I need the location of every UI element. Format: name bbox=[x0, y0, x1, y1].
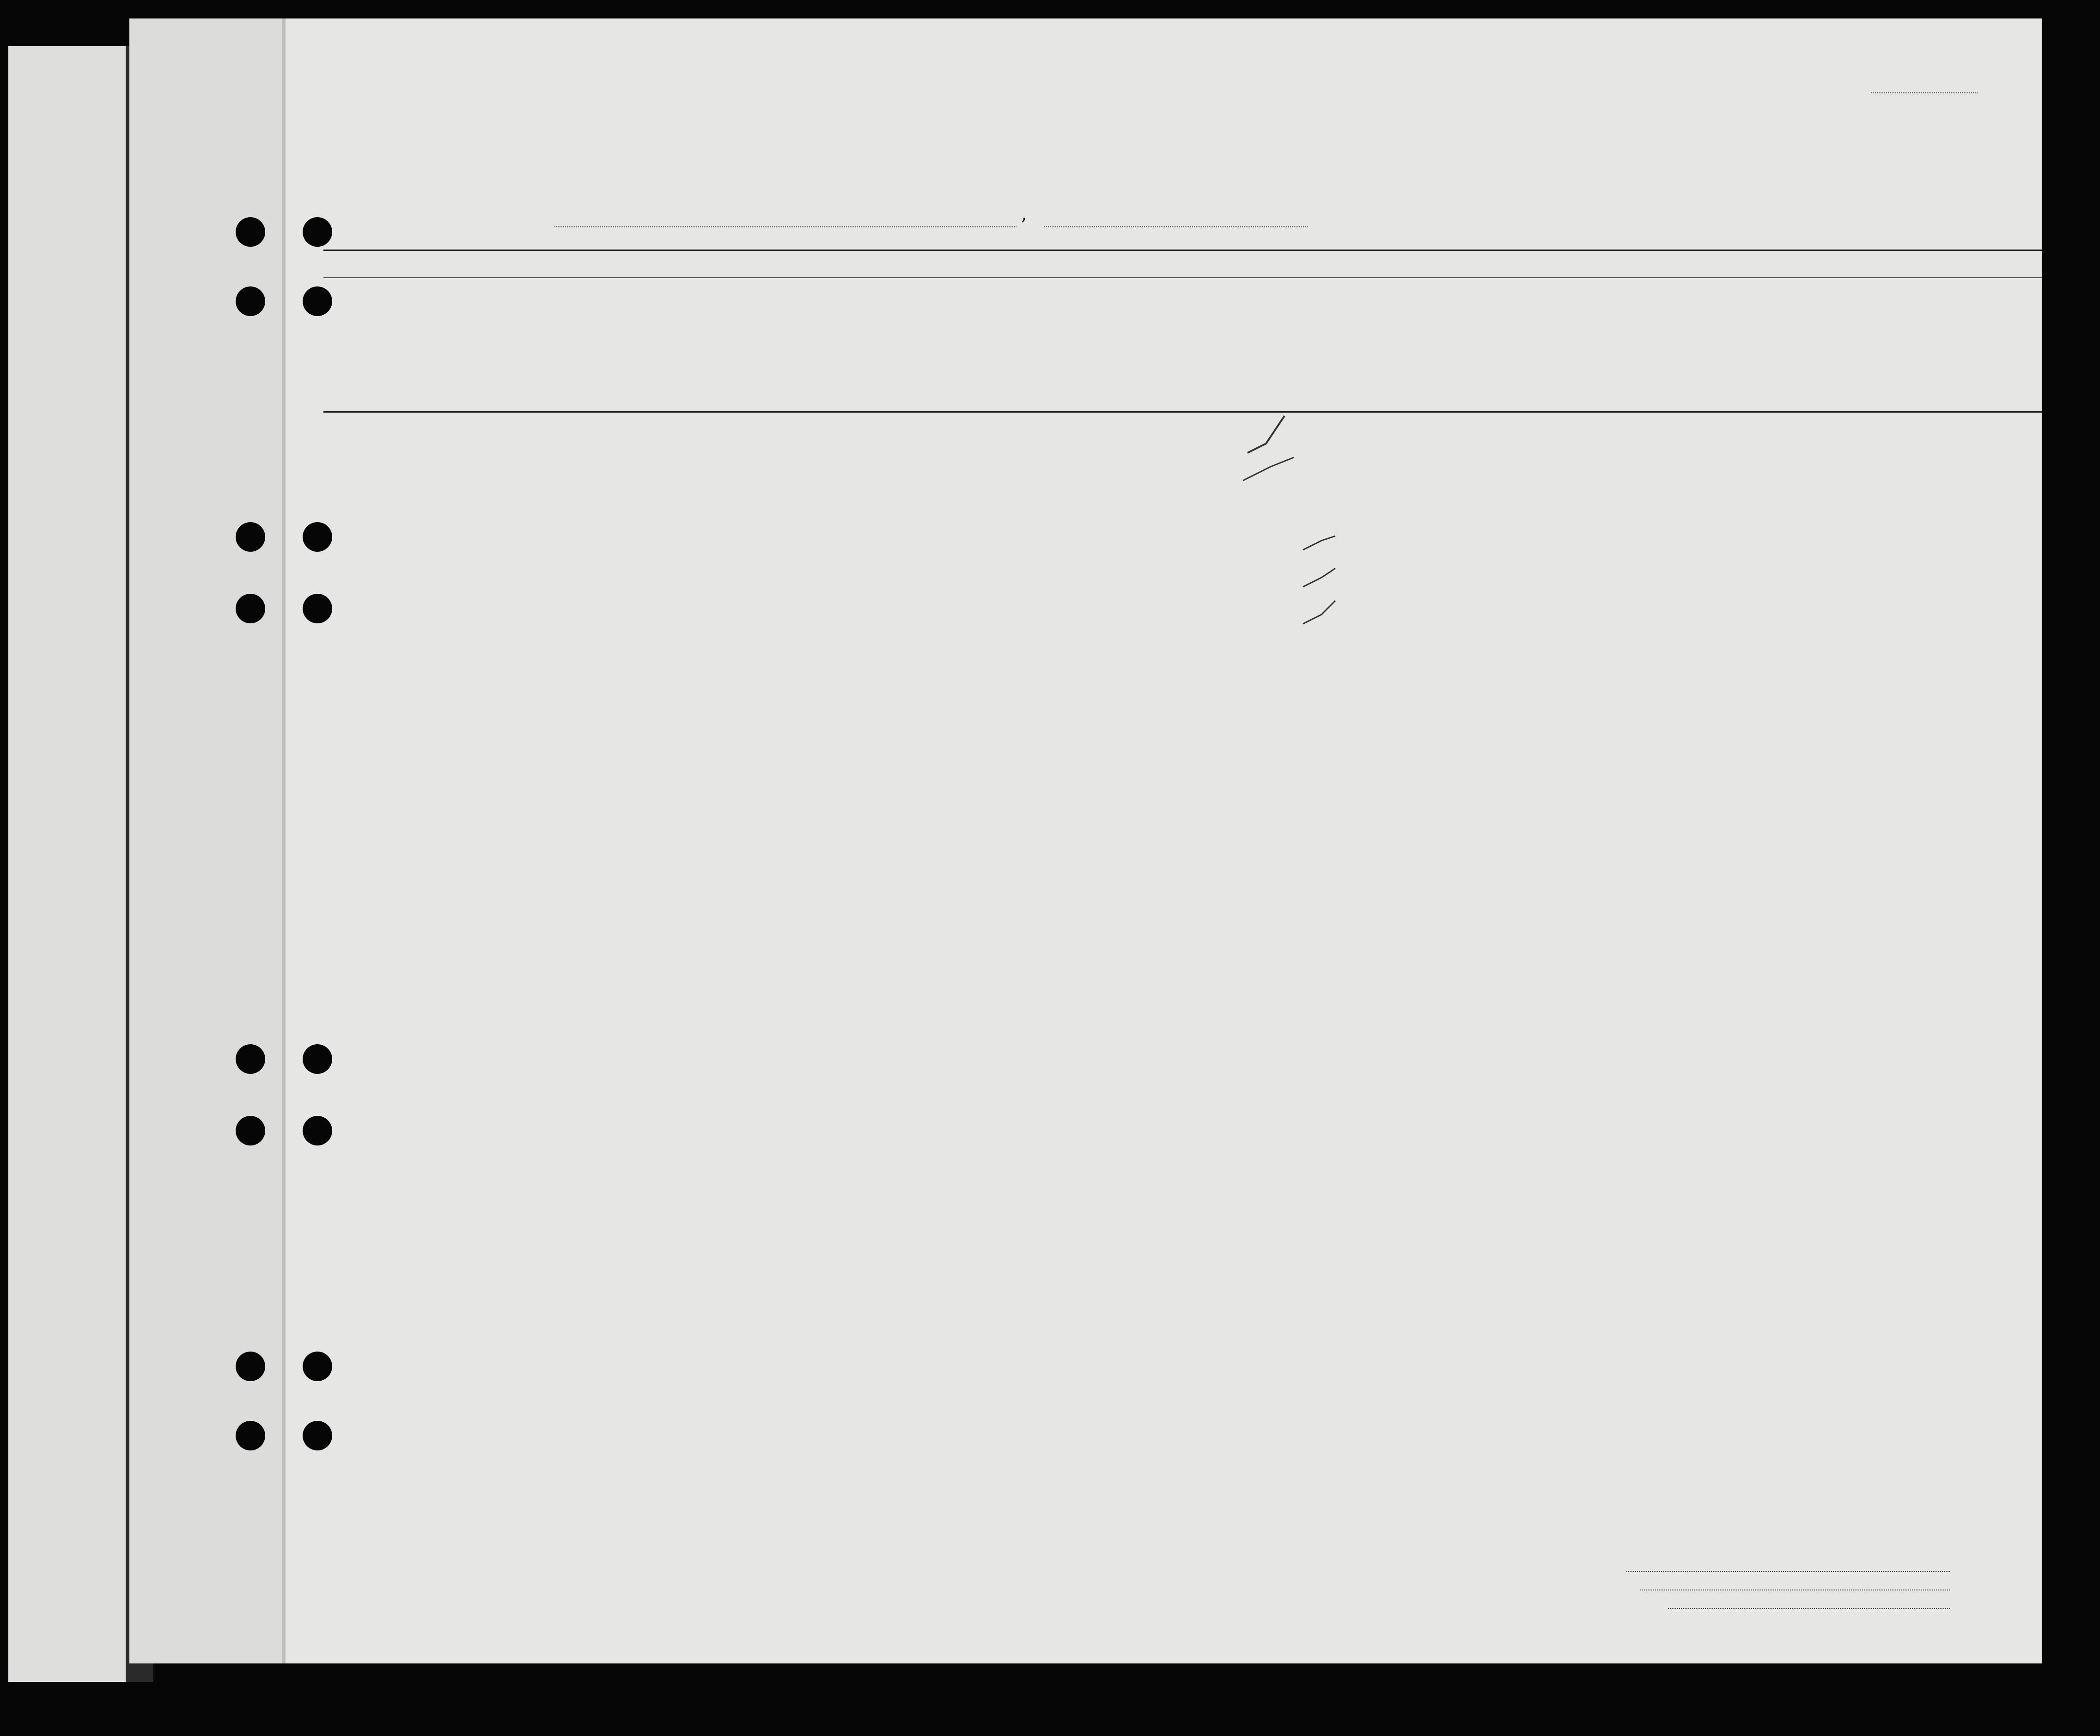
punch-hole bbox=[236, 1116, 265, 1145]
list-line bbox=[1871, 92, 1978, 93]
punch-hole bbox=[236, 1352, 265, 1381]
header-top-rule bbox=[323, 250, 2042, 251]
punch-hole bbox=[303, 1421, 332, 1450]
line-rule bbox=[1626, 1571, 1950, 1572]
manifest-sheet bbox=[139, 18, 2042, 1663]
port-line bbox=[554, 226, 1017, 227]
punch-hole bbox=[236, 217, 265, 247]
punch-hole bbox=[303, 286, 332, 316]
punch-hole bbox=[236, 522, 265, 552]
punch-hole bbox=[236, 1044, 265, 1074]
comma: , bbox=[1021, 203, 1027, 225]
right-border bbox=[2042, 0, 2100, 1736]
punch-hole bbox=[303, 522, 332, 552]
date-line bbox=[1044, 226, 1308, 227]
agents-rule bbox=[1668, 1608, 1950, 1609]
page-fold bbox=[282, 18, 286, 1663]
header-bottom-rule bbox=[323, 411, 2042, 413]
punch-hole bbox=[236, 286, 265, 316]
colnum-rule bbox=[323, 277, 2042, 278]
punch-hole bbox=[303, 217, 332, 247]
punch-hole bbox=[303, 1352, 332, 1381]
punch-hole bbox=[303, 1044, 332, 1074]
left-border bbox=[0, 46, 8, 1682]
punch-hole bbox=[236, 1421, 265, 1450]
punch-hole bbox=[303, 594, 332, 623]
check-marks-2 bbox=[1294, 531, 1349, 652]
check-marks bbox=[1238, 411, 1303, 485]
margin-strip bbox=[129, 18, 282, 1663]
punch-hole bbox=[236, 594, 265, 623]
punch-hole bbox=[303, 1116, 332, 1145]
